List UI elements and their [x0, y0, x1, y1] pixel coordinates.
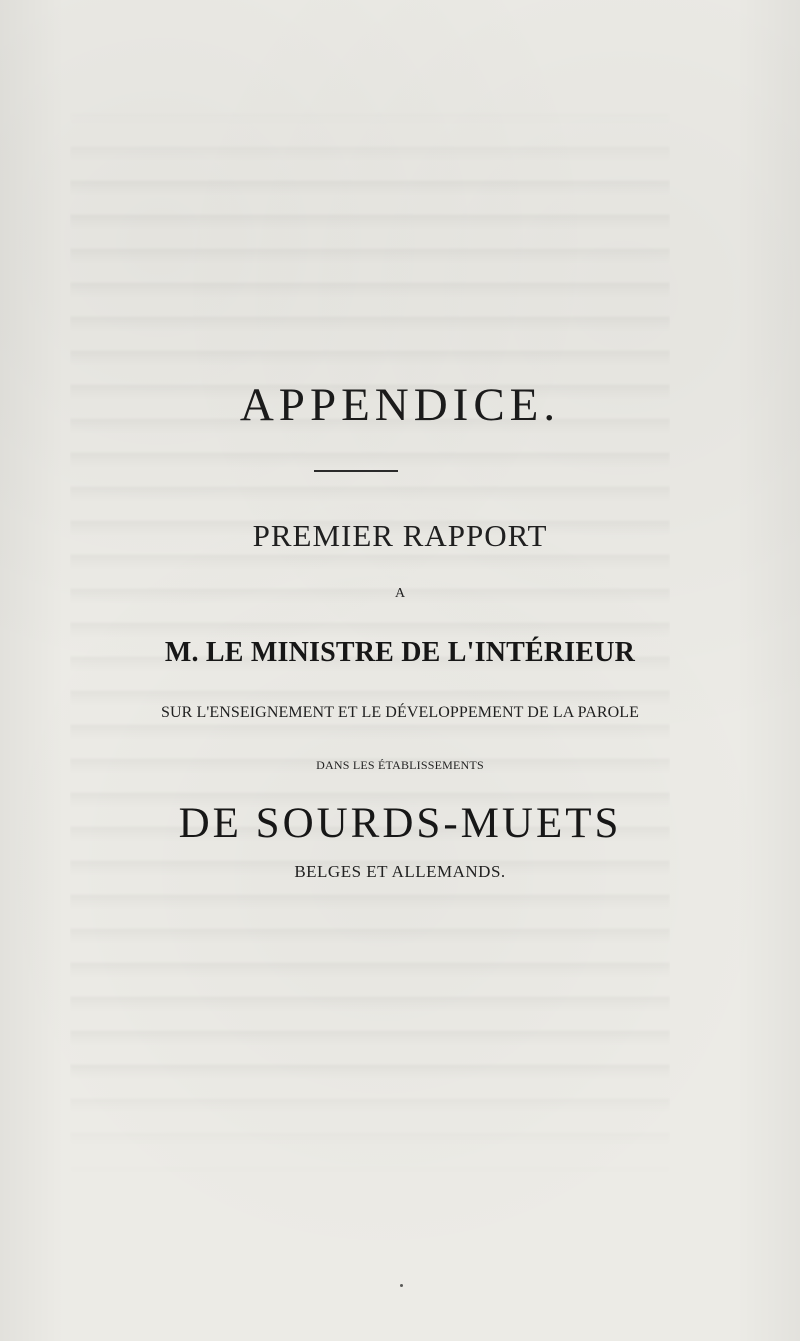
title-separator: [314, 470, 398, 472]
appendix-title: APPENDICE.: [239, 379, 561, 431]
page-speck: [400, 1284, 403, 1287]
report-heading: PREMIER RAPPORT: [252, 518, 548, 553]
subject-line: SUR L'ENSEIGNEMENT ET LE DÉVELOPPEMENT DE LA PAROLE: [160, 704, 640, 721]
recipient-line: M. LE MINISTRE DE L'INTÉRIEUR: [164, 637, 636, 668]
deaf-mute-line: DE SOURDS-MUETS: [178, 800, 622, 847]
establishments-line: DANS LES ÉTABLISSEMENTS: [316, 758, 484, 772]
preposition-line: A: [394, 586, 406, 601]
origin-line: BELGES ET ALLEMANDS.: [294, 862, 506, 881]
